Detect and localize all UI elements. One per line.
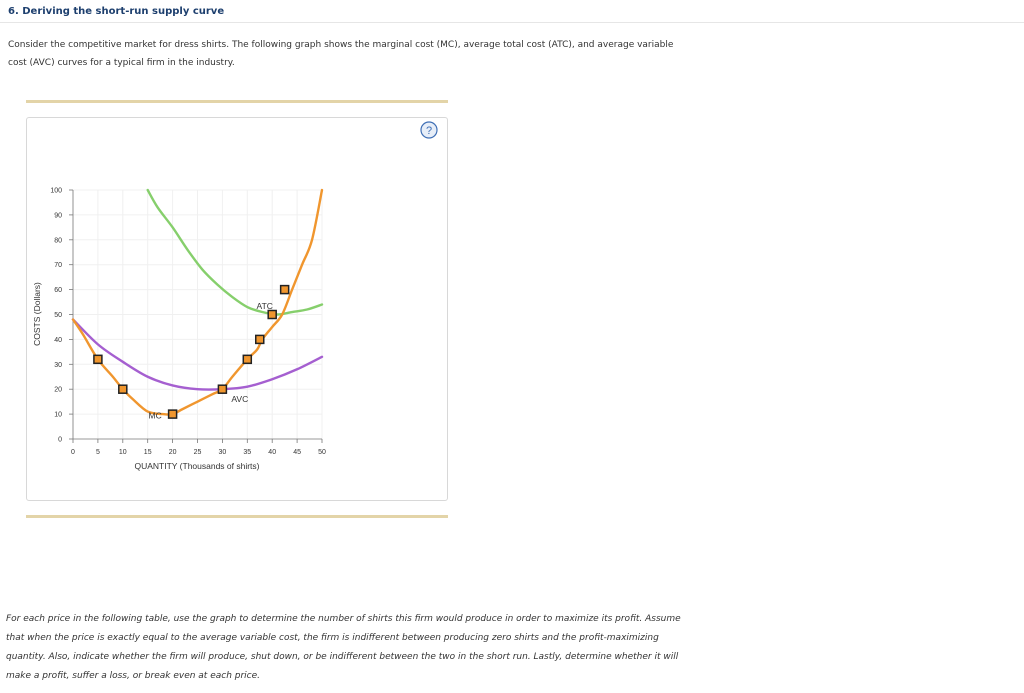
x-tick-label: 25 — [193, 449, 202, 456]
x-tick-label: 50 — [318, 449, 326, 456]
y-tick-label: 90 — [54, 212, 62, 220]
avc-label: AVC — [231, 394, 249, 405]
x-tick-label: 0 — [71, 449, 75, 456]
help-button[interactable] — [420, 121, 438, 139]
y-axis-label: COSTS (Dollars) — [32, 282, 42, 346]
y-tick-label: 100 — [50, 187, 62, 195]
x-tick-label: 10 — [118, 449, 127, 456]
x-tick-label: 20 — [168, 449, 177, 456]
graph-panel — [26, 117, 448, 501]
intro-line: Consider the competitive market for dress shirts. The following graph shows the marginal cost (MC), average total cost (ATC), and average variable — [8, 40, 674, 50]
y-tick-label: 80 — [54, 237, 62, 245]
y-tick-label: 10 — [54, 411, 62, 419]
x-tick-label: 45 — [293, 449, 301, 456]
intro-line: cost (AVC) curves for a typical firm in the industry. — [8, 58, 235, 68]
mc-label: MC — [148, 410, 162, 421]
y-tick-label: 60 — [54, 287, 62, 295]
y-tick-label: 70 — [54, 262, 62, 270]
graph-bottom-bar — [26, 515, 448, 518]
y-tick-label: 50 — [54, 312, 62, 319]
help-glyph: ? — [425, 125, 433, 137]
instructions-line: quantity. Also, indicate whether the firm will produce, shut down, or be indifferent between the two in the short run. Lastly, determine whether it will — [6, 652, 679, 662]
question-heading: 6. Deriving the short-run supply curve — [8, 6, 225, 17]
instructions-line: that when the price is exactly equal to the average variable cost, the firm is indifferent between producing zero shirts and the profit-maximizing — [6, 633, 659, 643]
atc-label: ATC — [256, 300, 273, 311]
x-tick-label: 15 — [143, 449, 152, 456]
y-tick-label: 20 — [54, 386, 62, 394]
question-mark-icon — [421, 122, 437, 138]
x-tick-label: 5 — [95, 449, 100, 456]
x-tick-label: 40 — [268, 449, 277, 456]
y-tick-label: 40 — [54, 336, 62, 344]
y-tick-label: 30 — [54, 361, 62, 369]
x-axis-label: QUANTITY (Thousands of shirts) — [134, 461, 260, 471]
graph-top-bar — [26, 100, 448, 103]
y-tick-label: 0 — [58, 436, 62, 444]
x-tick-label: 35 — [243, 449, 252, 456]
intro-text — [8, 36, 728, 72]
instructions-line: For each price in the following table, use the graph to determine the number of shirts this firm would produce in order to maximize its profit. Assume — [6, 614, 681, 624]
instructions-line: make a profit, suffer a loss, or break even at each price. — [6, 671, 261, 681]
instructions-text — [6, 610, 726, 686]
x-tick-label: 30 — [218, 449, 227, 456]
heading-divider — [0, 22, 1024, 23]
